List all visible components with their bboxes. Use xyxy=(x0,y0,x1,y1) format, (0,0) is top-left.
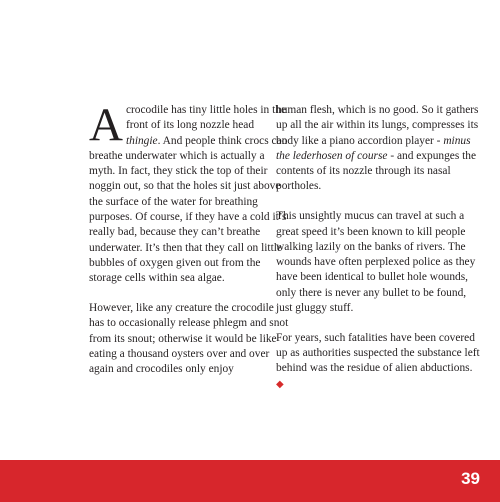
paragraph xyxy=(276,103,482,195)
paragraph xyxy=(89,99,289,287)
footer-band xyxy=(0,460,500,502)
emphasis-text: thingie xyxy=(125,134,158,147)
paragraph-text: For years, such fatalities have been covered up as authorities suspected the substance left behind was the residue of alien abductions. xyxy=(276,331,480,375)
drop-cap: A xyxy=(89,99,123,151)
paragraph-text: . And people think crocs can breathe underwater which is actually a myth. In fact, they stick the top of their noggin out, so that the holes sit just above the surface of the water for breathing purposes. Of course, if they have a cold it’s really bad, because they can’t breathe underwater. It’s then that they call on little bubbles of oxygen given out from the storage cells within sea algae. xyxy=(89,134,288,285)
paragraph: However, like any creature the crocodile has to occasionally release phlegm and snot from its snout; otherwise it would be like eating a thousand oysters over and over again and crocodiles only enjoy xyxy=(89,302,289,376)
emphasis-text: minus the lederhosen of course xyxy=(276,134,471,162)
page-number: 39 xyxy=(461,469,480,488)
paragraph-text: - and expunges the contents of its nozzle through its nasal portholes. xyxy=(276,149,477,193)
article-column-left xyxy=(89,99,289,392)
end-mark-icon: ◆ xyxy=(276,378,284,390)
article-column-right xyxy=(276,103,482,407)
paragraph xyxy=(276,331,482,392)
paragraph-text: crocodile has tiny little holes in the front of its long nozzle head xyxy=(125,104,287,132)
paragraph: This unsightly mucus can travel at such a great speed it’s been known to kill people walking lazily on the banks of rivers. The wounds have often perplexed police as they have been identical to bullet hole wounds, only there is never any bullet to be found, just gluggy stuff. xyxy=(276,210,476,315)
paragraph-text: human flesh, which is no good. So it gathers up all the air within its lungs, compresses its body like a piano accordion player - xyxy=(276,104,479,147)
